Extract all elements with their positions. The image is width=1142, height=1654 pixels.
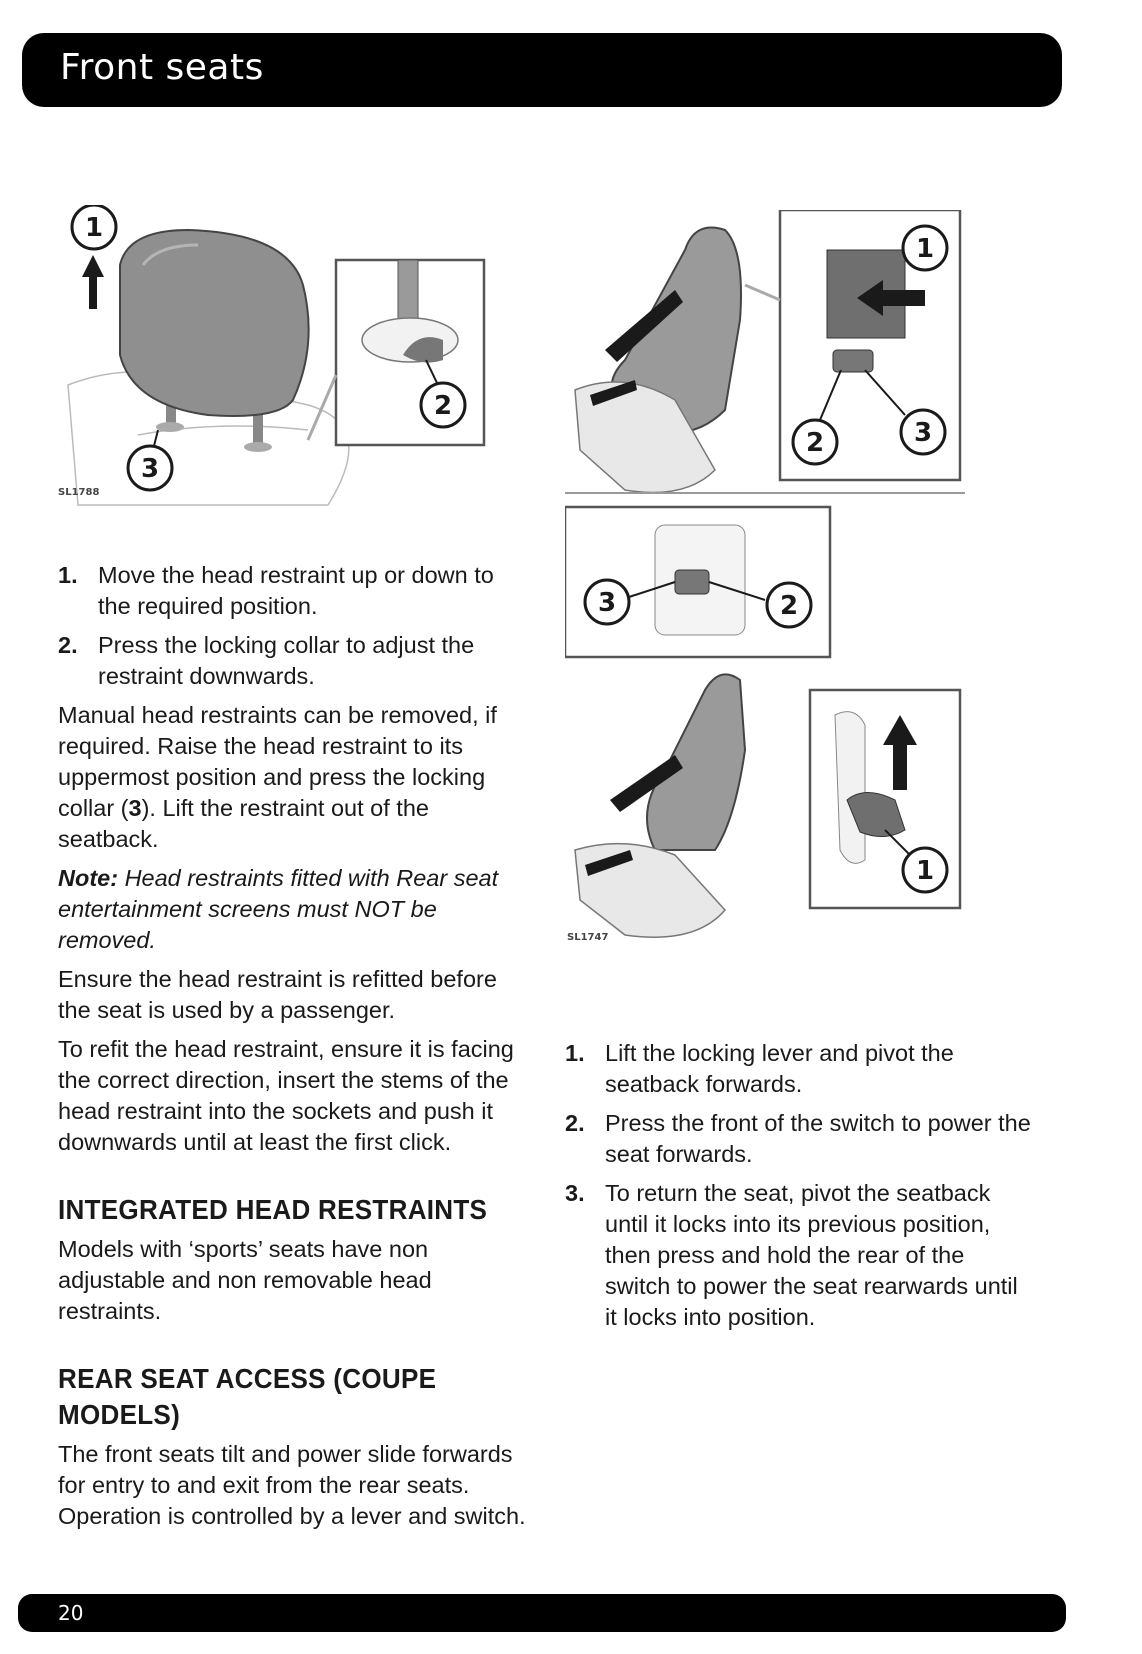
svg-text:1: 1 — [84, 213, 104, 243]
step-number: 1. — [565, 1040, 585, 1066]
list-item — [565, 1108, 1035, 1170]
note-label: Note: — [58, 865, 119, 891]
step-text: Press the front of the switch to power the seat forwards. — [605, 1110, 1031, 1167]
list-item — [565, 1178, 1035, 1333]
step-number: 2. — [565, 1110, 585, 1136]
callout-3 — [128, 446, 172, 490]
callout-2 — [767, 583, 811, 627]
step-number: 3. — [565, 1180, 585, 1206]
seat-upper — [575, 228, 741, 493]
callout-3 — [901, 410, 945, 454]
integrated-paragraph: Models with ‘sports’ seats have non adjustable and non removable head restraints. — [58, 1236, 432, 1324]
refit-paragraph: To refit the head restraint, ensure it is facing the correct direction, insert the stems of the head restraint into the sockets and push it downwards until at least the first click. — [58, 1036, 514, 1155]
head-restraint-illustration — [58, 205, 518, 525]
page-title: Front seats — [60, 47, 264, 88]
rear-access-heading: REAR SEAT ACCESS (COUPE MODELS) — [58, 1363, 437, 1430]
head-restraint-steps — [58, 560, 528, 692]
list-item — [565, 1038, 1035, 1100]
svg-text:1: 1 — [915, 856, 935, 886]
svg-text:2: 2 — [433, 391, 453, 421]
up-arrow-icon — [82, 255, 104, 309]
footer-bar — [18, 1594, 1066, 1632]
callout-1 — [72, 205, 116, 249]
header-bar — [22, 33, 1062, 107]
page-number: 20 — [58, 1601, 84, 1625]
step-text: Press the locking collar to adjust the restraint downwards. — [98, 632, 475, 689]
callout-2 — [793, 420, 837, 464]
callout-3 — [585, 580, 629, 624]
note-text: Head restraints fitted with Rear seat entertainment screens must NOT be removed. — [58, 865, 499, 953]
seat-access-illustration — [565, 210, 1025, 1000]
seat-lower — [575, 674, 745, 937]
step-text: To return the seat, pivot the seatback until it locks into its previous position, then press and hold the rear of the switch to power the seat rearwards until it locks into position. — [605, 1180, 1018, 1330]
step-number: 2. — [58, 632, 78, 658]
svg-text:3: 3 — [597, 588, 617, 618]
figure-code: SL1788 — [58, 487, 100, 498]
list-item — [58, 630, 528, 692]
step-number: 1. — [58, 562, 78, 588]
svg-text:3: 3 — [140, 454, 160, 484]
integrated-heading: INTEGRATED HEAD RESTRAINTS — [58, 1194, 488, 1225]
right-column — [565, 1038, 1035, 1341]
step-text: Lift the locking lever and pivot the seatback forwards. — [605, 1040, 954, 1097]
svg-text:2: 2 — [779, 591, 799, 621]
callout-1 — [903, 226, 947, 270]
left-column — [58, 560, 528, 1540]
callout-2 — [421, 383, 465, 427]
svg-text:1: 1 — [915, 234, 935, 264]
rear-access-paragraph: The front seats tilt and power slide forwards for entry to and exit from the rear seats. Operation is controlled by a lever and switch. — [58, 1441, 526, 1529]
figure-code: SL1747 — [567, 932, 609, 943]
step-text: Move the head restraint up or down to the required position. — [98, 562, 494, 619]
removal-paragraph: Manual head restraints can be removed, if required. Raise the head restraint to its uppermost position and press the locking collar (3). Lift the restraint out of the seatback. — [58, 702, 497, 852]
list-item — [58, 560, 528, 622]
callout-1 — [903, 848, 947, 892]
seat-steps — [565, 1038, 1035, 1333]
ensure-paragraph: Ensure the head restraint is refitted before the seat is used by a passenger. — [58, 966, 497, 1023]
svg-text:3: 3 — [913, 418, 933, 448]
note-paragraph — [58, 863, 528, 956]
svg-text:2: 2 — [805, 428, 825, 458]
